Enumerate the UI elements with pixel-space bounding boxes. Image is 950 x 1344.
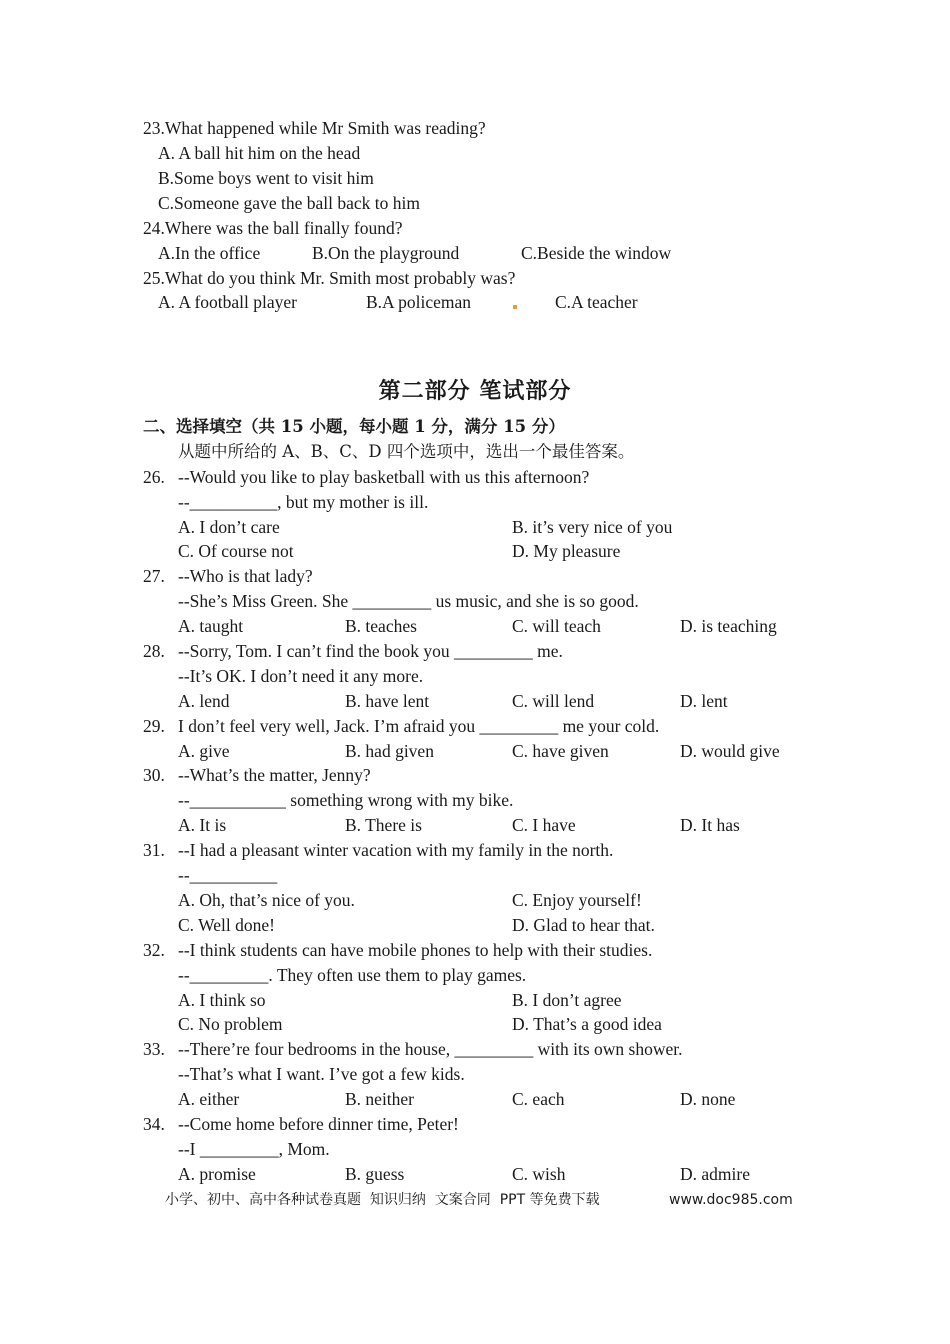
section-heading: 二、选择填空（共 15 小题，每小题 1 分，满分 15 分） xyxy=(143,417,565,436)
option: D. It has xyxy=(680,815,740,835)
option: C. each xyxy=(512,1089,565,1109)
footer-url[interactable]: www.doc985.com xyxy=(669,1192,793,1208)
option: C. will lend xyxy=(512,691,595,711)
option: C. will teach xyxy=(512,616,601,636)
option: D. none xyxy=(680,1089,736,1109)
part-title: 第二部分 笔试部分 xyxy=(378,378,572,404)
question-23-stem: 23.What happened while Mr Smith was reading? xyxy=(143,118,486,138)
option: A. It is xyxy=(178,815,227,835)
option: D. Glad to hear that. xyxy=(512,915,655,935)
option: A. I think so xyxy=(178,990,266,1010)
question-line: --What’s the matter, Jenny? xyxy=(178,765,371,785)
question-line: --__________, but my mother is ill. xyxy=(178,492,429,512)
question-number: 33. xyxy=(143,1039,165,1059)
question-number: 31. xyxy=(143,840,165,860)
question-line: --I had a pleasant winter vacation with my family in the north. xyxy=(178,840,614,860)
question-line: --I think students can have mobile phones to help with their studies. xyxy=(178,940,653,960)
question-line: --I _________, Mom. xyxy=(178,1139,330,1159)
option: C. Enjoy yourself! xyxy=(512,890,642,910)
question-number: 32. xyxy=(143,940,165,960)
question-number: 30. xyxy=(143,765,165,785)
option: C. I have xyxy=(512,815,576,835)
option: B. have lent xyxy=(345,691,430,711)
option: C. Well done! xyxy=(178,915,275,935)
question-25-stem: 25.What do you think Mr. Smith most probably was? xyxy=(143,268,516,288)
option: A. promise xyxy=(178,1164,256,1184)
option: A. give xyxy=(178,741,230,761)
question-24-option-b: B.On the playground xyxy=(312,243,460,263)
question-number: 34. xyxy=(143,1114,165,1134)
section-instruction: 从题中所给的 A、B、C、D 四个选项中，选出一个最佳答案。 xyxy=(178,442,635,461)
option: A. lend xyxy=(178,691,230,711)
option: C. have given xyxy=(512,741,609,761)
option: A. either xyxy=(178,1089,240,1109)
question-number: 29. xyxy=(143,716,165,736)
option: B. teaches xyxy=(345,616,417,636)
option: D. My pleasure xyxy=(512,541,621,561)
question-line: --It’s OK. I don’t need it any more. xyxy=(178,666,424,686)
question-24-option-c: C.Beside the window xyxy=(521,243,672,263)
question-25-option-c: C.A teacher xyxy=(555,292,638,312)
option: C. wish xyxy=(512,1164,566,1184)
question-line: --Come home before dinner time, Peter! xyxy=(178,1114,459,1134)
option: C. No problem xyxy=(178,1014,283,1034)
question-23-option-b: B.Some boys went to visit him xyxy=(158,168,374,188)
option: B. had given xyxy=(345,741,434,761)
question-line: --Would you like to play basketball with us this afternoon? xyxy=(178,467,590,487)
option: B. There is xyxy=(345,815,422,835)
option: D. lent xyxy=(680,691,728,711)
question-23-option-c: C.Someone gave the ball back to him xyxy=(158,193,420,213)
question-line: --There’re four bedrooms in the house, _________ with its own shower. xyxy=(178,1039,683,1059)
decorative-dot xyxy=(513,305,517,309)
question-24-option-a: A.In the office xyxy=(158,243,261,263)
question-line: --That’s what I want. I’ve got a few kids. xyxy=(178,1064,465,1084)
question-line: --___________ something wrong with my bike. xyxy=(178,790,514,810)
question-line: --__________ xyxy=(178,865,278,885)
option: A. Oh, that’s nice of you. xyxy=(178,890,355,910)
question-line: --Who is that lady? xyxy=(178,566,313,586)
option: A. taught xyxy=(178,616,244,636)
option: B. neither xyxy=(345,1089,415,1109)
option: D. is teaching xyxy=(680,616,777,636)
question-number: 26. xyxy=(143,467,165,487)
option: D. admire xyxy=(680,1164,750,1184)
option: B. guess xyxy=(345,1164,405,1184)
footer-text: 小学、初中、高中各种试卷真题 知识归纳 文案合同 PPT 等免费下载 xyxy=(165,1192,600,1208)
question-line: I don’t feel very well, Jack. I’m afraid you _________ me your cold. xyxy=(178,716,660,736)
option: B. it’s very nice of you xyxy=(512,517,673,537)
option: A. I don’t care xyxy=(178,517,280,537)
option: B. I don’t agree xyxy=(512,990,622,1010)
question-line: --She’s Miss Green. She _________ us music, and she is so good. xyxy=(178,591,639,611)
question-line: --Sorry, Tom. I can’t find the book you _________ me. xyxy=(178,641,563,661)
question-number: 27. xyxy=(143,566,165,586)
option: C. Of course not xyxy=(178,541,294,561)
question-25-option-b: B.A policeman xyxy=(366,292,471,312)
question-23-option-a: A. A ball hit him on the head xyxy=(158,143,361,163)
option: D. would give xyxy=(680,741,780,761)
question-24-stem: 24.Where was the ball finally found? xyxy=(143,218,403,238)
question-number: 28. xyxy=(143,641,165,661)
question-line: --_________. They often use them to play games. xyxy=(178,965,527,985)
option: D. That’s a good idea xyxy=(512,1014,662,1034)
question-25-option-a: A. A football player xyxy=(158,292,298,312)
